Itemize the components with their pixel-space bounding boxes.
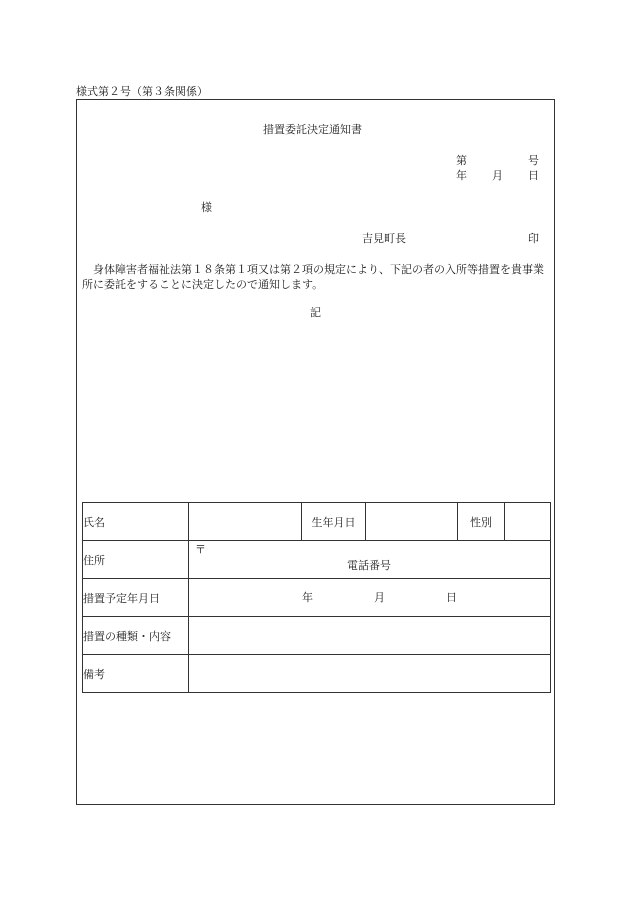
date-month: 月 xyxy=(492,169,503,182)
planned-year: 年 xyxy=(302,591,313,604)
date-year: 年 xyxy=(456,169,467,182)
table-row xyxy=(83,655,551,693)
form-number: 様式第２号（第３条関係） xyxy=(76,85,208,98)
notice-body: 身体障害者福祉法第１８条第１項又は第２項の規定により、下記の者の入所等措置を貴事業所に委託をすることに決定したので通知します。 xyxy=(82,263,544,291)
form-frame xyxy=(76,99,555,805)
sex-value xyxy=(505,503,551,541)
sex-label: 性別 xyxy=(458,503,505,541)
remarks-label: 備考 xyxy=(83,655,189,693)
date-day: 日 xyxy=(528,169,539,182)
birth-value xyxy=(366,503,458,541)
table-row xyxy=(83,579,551,617)
table-row xyxy=(83,617,551,655)
address-label: 住所 xyxy=(83,541,189,579)
name-label: 氏名 xyxy=(83,503,189,541)
table-row xyxy=(83,503,551,541)
name-value xyxy=(189,503,302,541)
details-table xyxy=(82,502,551,693)
document-title: 措置委託決定通知書 xyxy=(263,123,362,136)
doc-number-prefix: 第 xyxy=(456,154,467,167)
remarks-value xyxy=(189,655,551,693)
doc-number-suffix: 号 xyxy=(528,154,539,167)
addressee-suffix: 様 xyxy=(201,201,212,214)
type-value xyxy=(189,617,551,655)
address-value xyxy=(189,541,551,579)
seal-mark: 印 xyxy=(528,232,539,245)
type-label: 措置の種類・内容 xyxy=(83,617,189,655)
phone-label: 電話番号 xyxy=(347,559,391,572)
birth-label: 生年月日 xyxy=(302,503,366,541)
planned-date-label: 措置予定年月日 xyxy=(83,579,189,617)
sender-name: 吉見町長 xyxy=(362,232,406,245)
planned-date-value xyxy=(189,579,551,617)
ki-heading: 記 xyxy=(310,306,321,319)
postal-mark: 〒 xyxy=(195,543,206,556)
planned-day: 日 xyxy=(446,591,457,604)
table-row xyxy=(83,541,551,579)
planned-month: 月 xyxy=(374,591,385,604)
